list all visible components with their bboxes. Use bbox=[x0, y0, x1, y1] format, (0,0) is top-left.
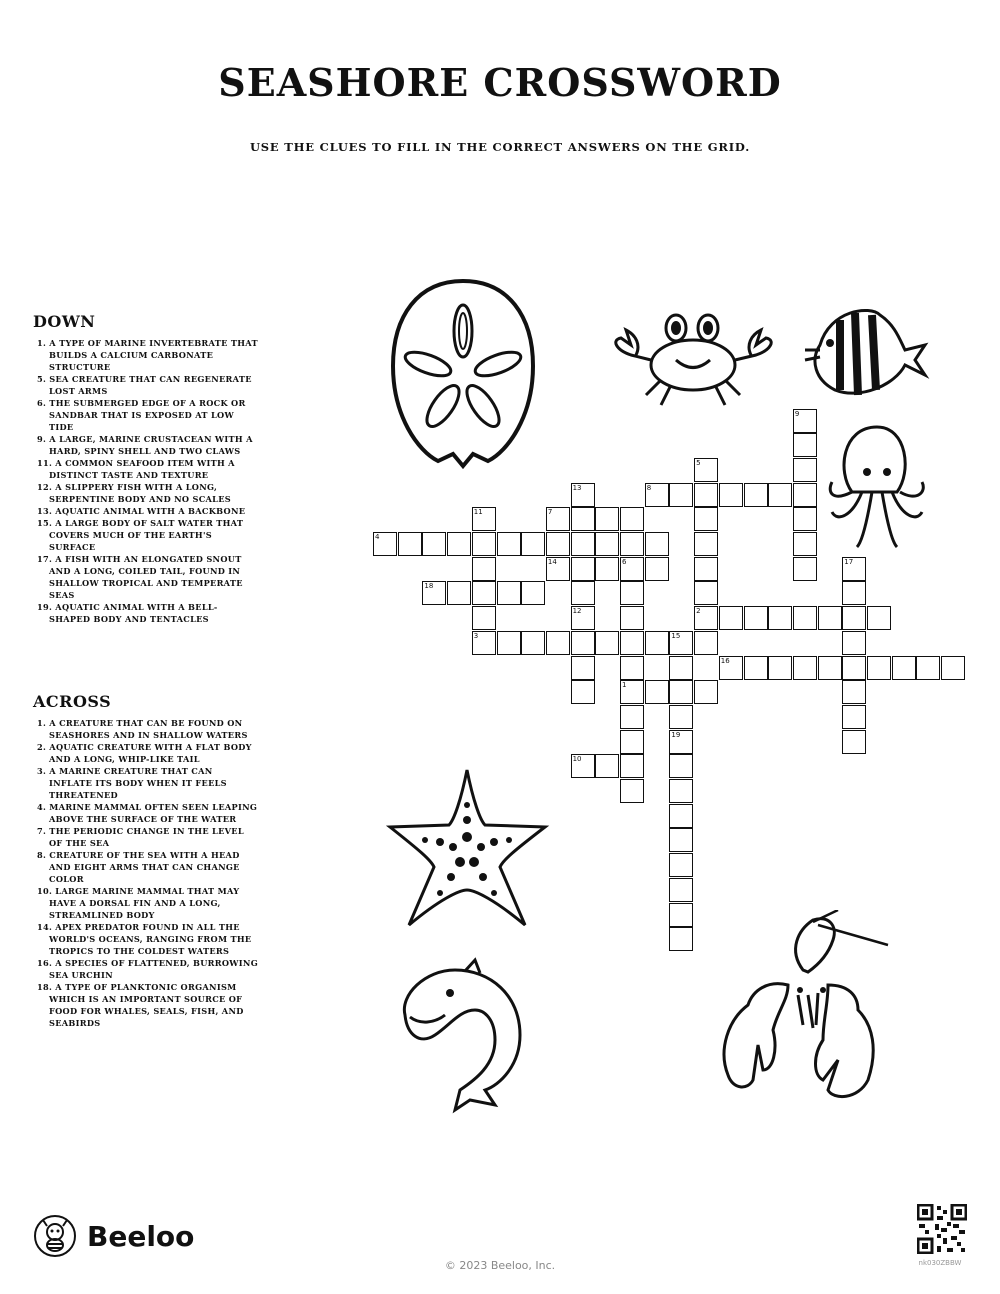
grid-cell[interactable] bbox=[669, 680, 693, 704]
angelfish-icon bbox=[800, 305, 930, 400]
grid-cell[interactable] bbox=[744, 656, 768, 680]
grid-cell[interactable] bbox=[373, 532, 397, 556]
across-clue: 4. MARINE MAMMAL OFTEN SEEN LEAPING ABOVE THE SURFACE OF THE WATER bbox=[37, 802, 258, 824]
grid-cell[interactable] bbox=[669, 828, 693, 852]
brand-logo bbox=[33, 1214, 194, 1258]
grid-cell[interactable] bbox=[620, 532, 644, 556]
grid-cell[interactable] bbox=[842, 730, 866, 754]
grid-cell[interactable] bbox=[620, 656, 644, 680]
grid-cell[interactable] bbox=[669, 631, 693, 655]
grid-cell[interactable] bbox=[571, 680, 595, 704]
clue-number: 14 bbox=[547, 557, 557, 566]
grid-cell[interactable] bbox=[694, 631, 718, 655]
down-clue: 1. A TYPE OF MARINE INVERTEBRATE THAT BUILDS A CALCIUM CARBONATE STRUCTURE bbox=[37, 338, 258, 372]
grid-cell[interactable] bbox=[669, 853, 693, 877]
grid-cell[interactable] bbox=[645, 532, 669, 556]
grid-cell[interactable] bbox=[694, 458, 718, 482]
down-clue: 12. A SLIPPERY FISH WITH A LONG, SERPENTINE BODY AND NO SCALES bbox=[37, 482, 231, 504]
lobster-icon bbox=[718, 910, 893, 1110]
down-heading: DOWN bbox=[33, 312, 96, 331]
grid-cell[interactable] bbox=[842, 656, 866, 680]
brand-name: Beeloo bbox=[87, 1219, 195, 1253]
grid-cell[interactable] bbox=[472, 606, 496, 630]
clue-number: 6 bbox=[622, 557, 627, 566]
grid-cell[interactable] bbox=[842, 680, 866, 704]
clue-number: 8 bbox=[646, 483, 652, 492]
grid-cell[interactable] bbox=[793, 409, 817, 433]
grid-cell[interactable] bbox=[595, 532, 619, 556]
down-clue: 19. AQUATIC ANIMAL WITH A BELL-SHAPED BODY AND TENTACLES bbox=[37, 602, 218, 624]
grid-cell[interactable] bbox=[867, 606, 891, 630]
grid-cell[interactable] bbox=[546, 557, 570, 581]
across-clue: 8. CREATURE OF THE SEA WITH A HEAD AND EIGHT ARMS THAT CAN CHANGE COLOR bbox=[37, 850, 240, 884]
clue-number: 4 bbox=[375, 533, 380, 541]
grid-cell[interactable] bbox=[669, 878, 693, 902]
clue-number: 13 bbox=[572, 483, 582, 492]
grid-cell[interactable] bbox=[595, 631, 619, 655]
grid-cell[interactable] bbox=[571, 507, 595, 531]
dolphin-icon bbox=[395, 955, 535, 1115]
grid-cell[interactable] bbox=[645, 680, 669, 704]
grid-cell[interactable] bbox=[571, 557, 595, 581]
grid-cell[interactable] bbox=[793, 532, 817, 556]
grid-cell[interactable] bbox=[571, 483, 595, 507]
grid-cell[interactable] bbox=[719, 656, 743, 680]
grid-cell[interactable] bbox=[669, 483, 693, 507]
grid-cell[interactable] bbox=[793, 483, 817, 507]
grid-cell[interactable] bbox=[768, 656, 792, 680]
grid-cell[interactable] bbox=[620, 754, 644, 778]
grid-cell[interactable] bbox=[546, 507, 570, 531]
grid-cell[interactable] bbox=[472, 581, 496, 605]
grid-cell[interactable] bbox=[620, 606, 644, 630]
grid-cell[interactable] bbox=[818, 606, 842, 630]
down-clue: 6. THE SUBMERGED EDGE OF A ROCK OR SANDBAR THAT IS EXPOSED AT LOW TIDE bbox=[37, 398, 246, 432]
grid-cell[interactable] bbox=[669, 927, 693, 951]
clue-number: 18 bbox=[424, 582, 434, 591]
grid-cell[interactable] bbox=[842, 606, 866, 630]
across-clue: 10. LARGE MARINE MAMMAL THAT MAY HAVE A DORSAL FIN AND A LONG, STREAMLINED BODY bbox=[37, 886, 240, 920]
across-clue: 7. THE PERIODIC CHANGE IN THE LEVEL OF THE SEA bbox=[37, 826, 244, 848]
grid-cell[interactable] bbox=[620, 581, 644, 605]
grid-cell[interactable] bbox=[744, 606, 768, 630]
grid-cell[interactable] bbox=[398, 532, 422, 556]
down-clue: 15. A LARGE BODY OF SALT WATER THAT COVERS MUCH OF THE EARTH'S SURFACE bbox=[37, 518, 244, 552]
clue-number: 15 bbox=[671, 631, 681, 640]
grid-cell[interactable] bbox=[719, 483, 743, 507]
grid-cell[interactable] bbox=[497, 532, 521, 556]
grid-cell[interactable] bbox=[768, 483, 792, 507]
grid-cell[interactable] bbox=[669, 903, 693, 927]
grid-cell[interactable] bbox=[546, 532, 570, 556]
across-clue: 14. APEX PREDATOR FOUND IN ALL THE WORLD'S OCEANS, RANGING FROM THE TROPICS TO THE COLDEST WATERS bbox=[37, 922, 252, 956]
clue-number: 5 bbox=[696, 458, 701, 467]
grid-cell[interactable] bbox=[916, 656, 940, 680]
grid-cell[interactable] bbox=[571, 532, 595, 556]
grid-cell[interactable] bbox=[694, 507, 718, 531]
grid-cell[interactable] bbox=[645, 483, 669, 507]
across-clue: 18. A TYPE OF PLANKTONIC ORGANISM WHICH IS AN IMPORTANT SOURCE OF FOOD FOR WHALES, SEALS, FISH, AND SEABIRDS bbox=[37, 982, 244, 1028]
across-clue: 2. AQUATIC CREATURE WITH A FLAT BODY AND A LONG, WHIP-LIKE TAIL bbox=[37, 742, 252, 764]
grid-cell[interactable] bbox=[669, 779, 693, 803]
down-clue: 17. A FISH WITH AN ELONGATED SNOUT AND A LONG, COILED TAIL, FOUND IN SHALLOW TROPICAL AND TEMPERATE SEAS bbox=[37, 554, 243, 600]
clue-number: 1 bbox=[622, 681, 627, 690]
grid-cell[interactable] bbox=[571, 606, 595, 630]
across-clue: 1. A CREATURE THAT CAN BE FOUND ON SEASHORES AND IN SHALLOW WATERS bbox=[37, 718, 248, 740]
grid-cell[interactable] bbox=[521, 532, 545, 556]
grid-cell[interactable] bbox=[669, 656, 693, 680]
grid-cell[interactable] bbox=[620, 507, 644, 531]
grid-cell[interactable] bbox=[793, 557, 817, 581]
qr-code-icon bbox=[917, 1204, 967, 1254]
grid-cell[interactable] bbox=[842, 705, 866, 729]
grid-cell[interactable] bbox=[620, 631, 644, 655]
down-clue: 9. A LARGE, MARINE CRUSTACEAN WITH A HARD, SPINY SHELL AND TWO CLAWS bbox=[37, 434, 253, 456]
clue-number: 16 bbox=[720, 656, 730, 665]
clue-number: 19 bbox=[671, 730, 681, 739]
grid-cell[interactable] bbox=[892, 656, 916, 680]
grid-cell[interactable] bbox=[941, 656, 965, 680]
starfish-icon bbox=[385, 765, 550, 930]
page-title: SEASHORE CROSSWORD bbox=[218, 60, 782, 105]
grid-cell[interactable] bbox=[620, 680, 644, 704]
grid-cell[interactable] bbox=[571, 754, 595, 778]
clue-number: 12 bbox=[572, 607, 582, 616]
bee-logo-icon bbox=[33, 1214, 77, 1258]
grid-cell[interactable] bbox=[422, 581, 446, 605]
grid-cell[interactable] bbox=[447, 581, 471, 605]
clue-number: 17 bbox=[844, 557, 854, 566]
grid-cell[interactable] bbox=[694, 557, 718, 581]
octopus-icon bbox=[822, 422, 932, 552]
grid-cell[interactable] bbox=[546, 631, 570, 655]
grid-cell[interactable] bbox=[793, 507, 817, 531]
sand-dollar-icon bbox=[388, 276, 538, 476]
grid-cell[interactable] bbox=[694, 532, 718, 556]
clue-number: 10 bbox=[572, 755, 582, 764]
copyright: © 2023 Beeloo, Inc. bbox=[444, 1259, 556, 1272]
grid-cell[interactable] bbox=[472, 631, 496, 655]
grid-cell[interactable] bbox=[497, 581, 521, 605]
grid-cell[interactable] bbox=[571, 581, 595, 605]
clue-number: 7 bbox=[547, 508, 553, 517]
grid-cell[interactable] bbox=[521, 581, 545, 605]
grid-cell[interactable] bbox=[669, 754, 693, 778]
grid-cell[interactable] bbox=[793, 433, 817, 457]
grid-cell[interactable] bbox=[595, 507, 619, 531]
instructions: USE THE CLUES TO FILL IN THE CORRECT ANSWERS ON THE GRID. bbox=[249, 140, 751, 154]
product-code: nk030ZBBW bbox=[918, 1259, 962, 1267]
grid-cell[interactable] bbox=[744, 483, 768, 507]
grid-cell[interactable] bbox=[842, 581, 866, 605]
grid-cell[interactable] bbox=[867, 656, 891, 680]
grid-cell[interactable] bbox=[472, 532, 496, 556]
grid-cell[interactable] bbox=[472, 557, 496, 581]
grid-cell[interactable] bbox=[422, 532, 446, 556]
grid-cell[interactable] bbox=[768, 606, 792, 630]
clue-number: 3 bbox=[473, 631, 479, 640]
grid-cell[interactable] bbox=[842, 557, 866, 581]
grid-cell[interactable] bbox=[694, 680, 718, 704]
grid-cell[interactable] bbox=[669, 730, 693, 754]
grid-cell[interactable] bbox=[645, 557, 669, 581]
clue-number: 2 bbox=[696, 607, 701, 616]
grid-cell[interactable] bbox=[497, 631, 521, 655]
across-clue: 16. A SPECIES OF FLATTENED, BURROWING SEA URCHIN bbox=[37, 958, 258, 980]
grid-cell[interactable] bbox=[694, 483, 718, 507]
grid-cell[interactable] bbox=[595, 754, 619, 778]
grid-cell[interactable] bbox=[620, 705, 644, 729]
across-heading: ACROSS bbox=[33, 692, 112, 711]
grid-cell[interactable] bbox=[793, 458, 817, 482]
grid-cell[interactable] bbox=[818, 656, 842, 680]
grid-cell[interactable] bbox=[620, 779, 644, 803]
grid-cell[interactable] bbox=[842, 631, 866, 655]
grid-cell[interactable] bbox=[595, 557, 619, 581]
grid-cell[interactable] bbox=[472, 507, 496, 531]
grid-cell[interactable] bbox=[447, 532, 471, 556]
grid-cell[interactable] bbox=[571, 656, 595, 680]
grid-cell[interactable] bbox=[620, 557, 644, 581]
down-clue: 13. AQUATIC ANIMAL WITH A BACKBONE bbox=[37, 506, 246, 516]
crab-icon bbox=[606, 310, 781, 410]
grid-cell[interactable] bbox=[694, 606, 718, 630]
grid-cell[interactable] bbox=[793, 656, 817, 680]
grid-cell[interactable] bbox=[793, 606, 817, 630]
grid-cell[interactable] bbox=[669, 804, 693, 828]
grid-cell[interactable] bbox=[521, 631, 545, 655]
down-clue: 11. A COMMON SEAFOOD ITEM WITH A DISTINCT TASTE AND TEXTURE bbox=[37, 458, 235, 480]
clue-number: 11 bbox=[473, 508, 483, 517]
grid-cell[interactable] bbox=[694, 581, 718, 605]
grid-cell[interactable] bbox=[645, 631, 669, 655]
grid-cell[interactable] bbox=[669, 705, 693, 729]
grid-cell[interactable] bbox=[571, 631, 595, 655]
grid-cell[interactable] bbox=[620, 730, 644, 754]
grid-cell[interactable] bbox=[719, 606, 743, 630]
across-clue: 3. A MARINE CREATURE THAT CAN INFLATE ITS BODY WHEN IT FEELS THREATENED bbox=[37, 766, 227, 800]
down-clue: 5. SEA CREATURE THAT CAN REGENERATE LOST ARMS bbox=[37, 374, 252, 396]
clue-number: 9 bbox=[794, 409, 800, 418]
